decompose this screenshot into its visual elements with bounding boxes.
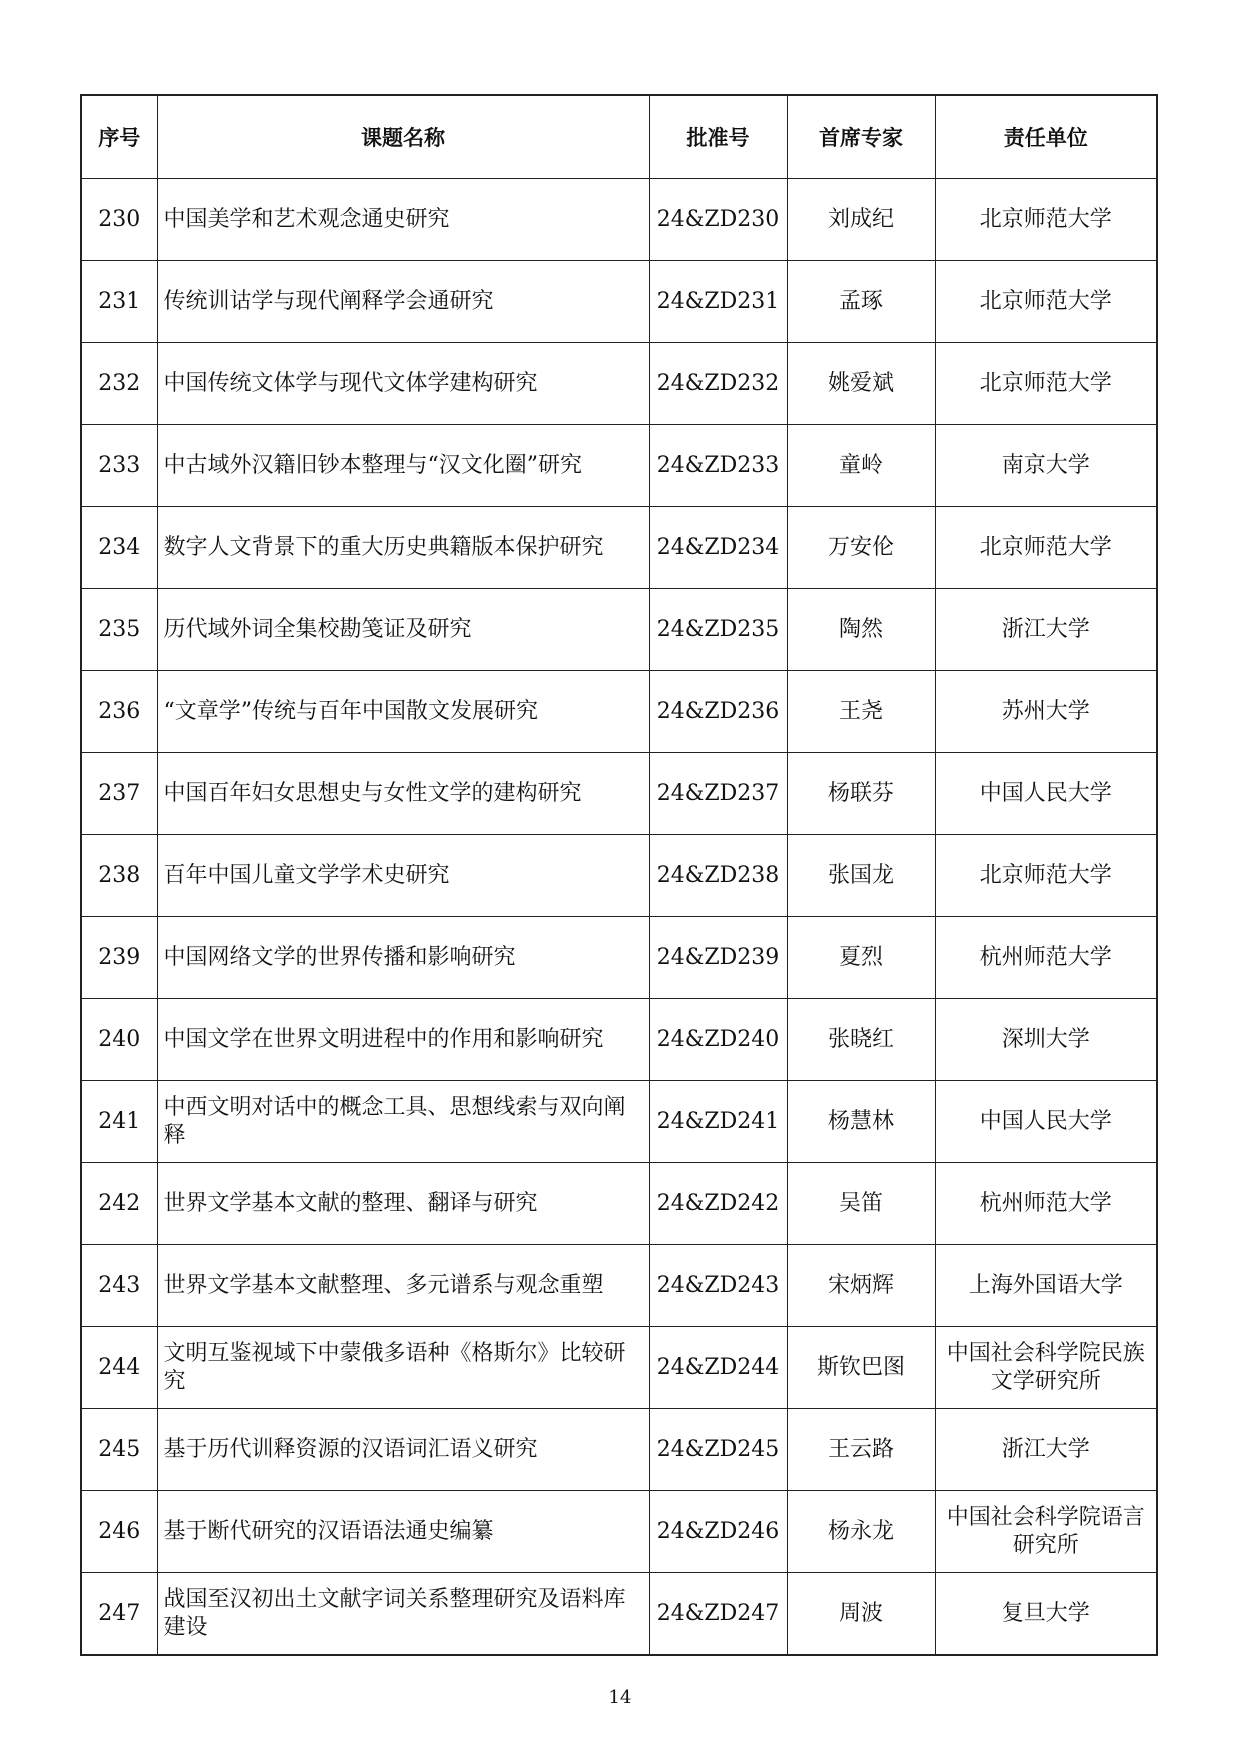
approval-number: 24&ZD246 (649, 1491, 787, 1573)
project-title: 基于历代训释资源的汉语词汇语义研究 (157, 1409, 649, 1491)
chief-expert: 张国龙 (787, 835, 935, 917)
project-title: 中国百年妇女思想史与女性文学的建构研究 (157, 753, 649, 835)
approval-number: 24&ZD234 (649, 507, 787, 589)
table-row (81, 917, 1157, 999)
header-expert: 首席专家 (787, 95, 935, 179)
approval-number: 24&ZD243 (649, 1245, 787, 1327)
row-number: 236 (81, 671, 157, 753)
project-title: 传统训诂学与现代阐释学会通研究 (157, 261, 649, 343)
table-header (81, 95, 1157, 179)
table-row (81, 179, 1157, 261)
row-number: 246 (81, 1491, 157, 1573)
approval-number: 24&ZD235 (649, 589, 787, 671)
approval-number: 24&ZD245 (649, 1409, 787, 1491)
table-row (81, 261, 1157, 343)
chief-expert: 张晓红 (787, 999, 935, 1081)
row-number: 237 (81, 753, 157, 835)
responsible-unit: 杭州师范大学 (935, 1163, 1157, 1245)
row-number: 230 (81, 179, 157, 261)
approval-number: 24&ZD237 (649, 753, 787, 835)
table-body (81, 179, 1157, 1656)
table-row (81, 425, 1157, 507)
table-row (81, 1081, 1157, 1163)
responsible-unit: 中国人民大学 (935, 753, 1157, 835)
project-title: 战国至汉初出土文献字词关系整理研究及语料库建设 (157, 1573, 649, 1656)
chief-expert: 杨永龙 (787, 1491, 935, 1573)
approval-number: 24&ZD239 (649, 917, 787, 999)
project-title: 中国传统文体学与现代文体学建构研究 (157, 343, 649, 425)
chief-expert: 吴笛 (787, 1163, 935, 1245)
chief-expert: 刘成纪 (787, 179, 935, 261)
project-title: 中国网络文学的世界传播和影响研究 (157, 917, 649, 999)
approval-number: 24&ZD231 (649, 261, 787, 343)
approval-number: 24&ZD232 (649, 343, 787, 425)
responsible-unit: 浙江大学 (935, 1409, 1157, 1491)
page-number: 14 (608, 1687, 632, 1708)
project-title: “文章学”传统与百年中国散文发展研究 (157, 671, 649, 753)
responsible-unit: 浙江大学 (935, 589, 1157, 671)
table-row (81, 1163, 1157, 1245)
row-number: 235 (81, 589, 157, 671)
project-title: 中古域外汉籍旧钞本整理与“汉文化圈”研究 (157, 425, 649, 507)
responsible-unit: 深圳大学 (935, 999, 1157, 1081)
table-row (81, 1327, 1157, 1409)
project-title: 基于断代研究的汉语语法通史编纂 (157, 1491, 649, 1573)
table-row (81, 343, 1157, 425)
project-title: 数字人文背景下的重大历史典籍版本保护研究 (157, 507, 649, 589)
responsible-unit: 北京师范大学 (935, 343, 1157, 425)
row-number: 242 (81, 1163, 157, 1245)
row-number: 238 (81, 835, 157, 917)
table-row (81, 1491, 1157, 1573)
approval-number: 24&ZD247 (649, 1573, 787, 1656)
row-number: 244 (81, 1327, 157, 1409)
project-title: 世界文学基本文献整理、多元谱系与观念重塑 (157, 1245, 649, 1327)
table-row (81, 507, 1157, 589)
table-row (81, 671, 1157, 753)
chief-expert: 童岭 (787, 425, 935, 507)
responsible-unit: 中国社会科学院语言研究所 (935, 1491, 1157, 1573)
responsible-unit: 杭州师范大学 (935, 917, 1157, 999)
row-number: 241 (81, 1081, 157, 1163)
row-number: 247 (81, 1573, 157, 1656)
approval-number: 24&ZD230 (649, 179, 787, 261)
header-no: 序号 (81, 95, 157, 179)
approval-number: 24&ZD236 (649, 671, 787, 753)
responsible-unit: 苏州大学 (935, 671, 1157, 753)
table-row (81, 1409, 1157, 1491)
chief-expert: 孟琢 (787, 261, 935, 343)
chief-expert: 陶然 (787, 589, 935, 671)
project-title: 中国美学和艺术观念通史研究 (157, 179, 649, 261)
header-code: 批准号 (649, 95, 787, 179)
table-row (81, 1573, 1157, 1656)
chief-expert: 宋炳辉 (787, 1245, 935, 1327)
chief-expert: 王云路 (787, 1409, 935, 1491)
table-row (81, 589, 1157, 671)
project-title: 历代域外词全集校勘笺证及研究 (157, 589, 649, 671)
row-number: 245 (81, 1409, 157, 1491)
header-unit: 责任单位 (935, 95, 1157, 179)
chief-expert: 王尧 (787, 671, 935, 753)
project-title: 中国文学在世界文明进程中的作用和影响研究 (157, 999, 649, 1081)
responsible-unit: 中国人民大学 (935, 1081, 1157, 1163)
project-title: 世界文学基本文献的整理、翻译与研究 (157, 1163, 649, 1245)
table-row (81, 753, 1157, 835)
approval-number: 24&ZD244 (649, 1327, 787, 1409)
project-title: 中西文明对话中的概念工具、思想线索与双向阐释 (157, 1081, 649, 1163)
chief-expert: 周波 (787, 1573, 935, 1656)
approval-number: 24&ZD241 (649, 1081, 787, 1163)
chief-expert: 夏烈 (787, 917, 935, 999)
header-row (81, 95, 1157, 179)
approval-number: 24&ZD233 (649, 425, 787, 507)
chief-expert: 斯钦巴图 (787, 1327, 935, 1409)
chief-expert: 杨慧林 (787, 1081, 935, 1163)
responsible-unit: 上海外国语大学 (935, 1245, 1157, 1327)
responsible-unit: 复旦大学 (935, 1573, 1157, 1656)
responsible-unit: 南京大学 (935, 425, 1157, 507)
table-row (81, 1245, 1157, 1327)
approval-number: 24&ZD242 (649, 1163, 787, 1245)
row-number: 231 (81, 261, 157, 343)
responsible-unit: 中国社会科学院民族文学研究所 (935, 1327, 1157, 1409)
table-row (81, 999, 1157, 1081)
approval-number: 24&ZD238 (649, 835, 787, 917)
row-number: 232 (81, 343, 157, 425)
chief-expert: 姚爱斌 (787, 343, 935, 425)
project-title: 百年中国儿童文学学术史研究 (157, 835, 649, 917)
row-number: 240 (81, 999, 157, 1081)
row-number: 243 (81, 1245, 157, 1327)
responsible-unit: 北京师范大学 (935, 261, 1157, 343)
header-title: 课题名称 (157, 95, 649, 179)
chief-expert: 杨联芬 (787, 753, 935, 835)
responsible-unit: 北京师范大学 (935, 507, 1157, 589)
row-number: 233 (81, 425, 157, 507)
approval-number: 24&ZD240 (649, 999, 787, 1081)
row-number: 239 (81, 917, 157, 999)
project-table (80, 94, 1158, 1656)
chief-expert: 万安伦 (787, 507, 935, 589)
responsible-unit: 北京师范大学 (935, 835, 1157, 917)
project-title: 文明互鉴视域下中蒙俄多语种《格斯尔》比较研究 (157, 1327, 649, 1409)
row-number: 234 (81, 507, 157, 589)
responsible-unit: 北京师范大学 (935, 179, 1157, 261)
table-row (81, 835, 1157, 917)
